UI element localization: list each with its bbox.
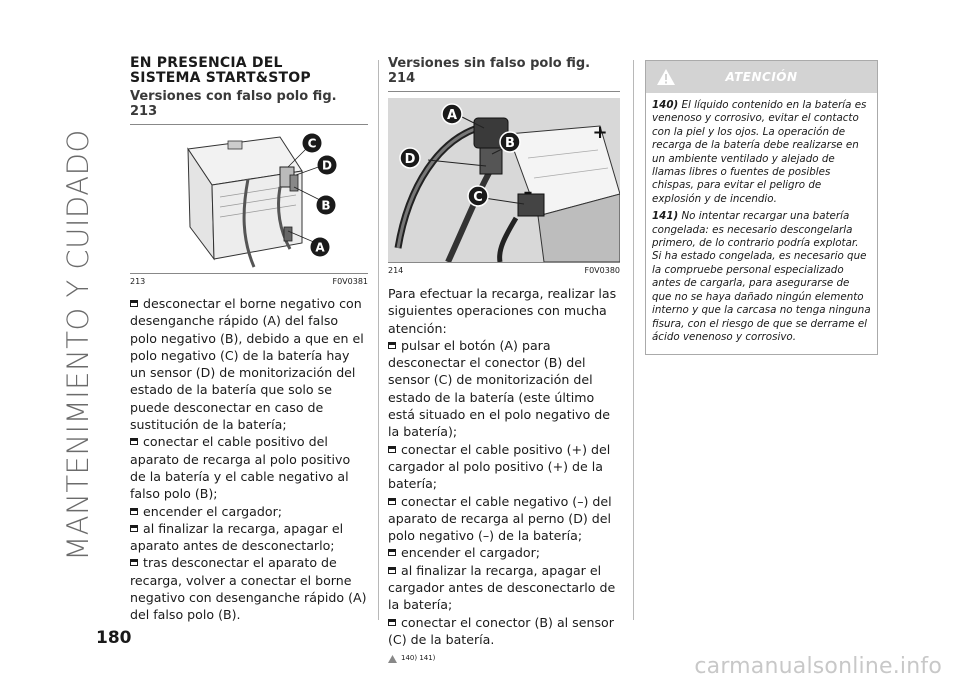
warning-header — [646, 61, 877, 93]
warning-triangle-icon — [656, 68, 676, 86]
figure-label-d — [400, 148, 420, 168]
bullet-icon — [130, 559, 138, 566]
column-2 — [388, 56, 620, 668]
bullet-icon — [388, 446, 396, 453]
bullet-icon — [388, 342, 396, 349]
svg-text:A: A — [315, 240, 325, 255]
svg-text:C: C — [473, 190, 483, 205]
page-number: 180 — [96, 628, 132, 648]
subheading-with-false-pole: Versiones con falso polo fig. 213 — [130, 89, 337, 119]
svg-text:C: C — [307, 136, 317, 151]
intro-text: Para efectuar la recarga, realizar las siguientes operaciones con mucha atención: — [388, 286, 617, 336]
warning-title: ATENCIÓN — [725, 70, 798, 84]
figure-number: 214 — [388, 266, 404, 275]
col1-body — [130, 295, 368, 624]
figure-number: 213 — [130, 277, 146, 286]
figure-213 — [130, 131, 368, 286]
warning-triangle-icon — [388, 655, 397, 663]
svg-text:D: D — [404, 152, 416, 167]
list-item: conectar el conector (B) al sensor (C) de la batería. — [388, 614, 614, 647]
figure-label-c — [303, 134, 322, 153]
figure-code: F0V0381 — [332, 277, 368, 286]
figure-code: F0V0380 — [584, 266, 620, 275]
warning-body — [646, 93, 877, 354]
figure-rule — [130, 273, 368, 274]
list-item: encender el cargador; — [130, 503, 368, 520]
heading-rule — [388, 91, 620, 92]
list-item: conectar el cable positivo del aparato de recarga al polo positivo de la batería y el cable negativo al falso polo (B); — [130, 434, 351, 502]
list-item: conectar el cable positivo (+) del cargador al polo positivo (+) de la batería; — [388, 441, 611, 492]
figure-label-c — [468, 186, 488, 206]
svg-text:B: B — [505, 136, 515, 151]
figure-rule — [388, 262, 620, 263]
figure-label-a — [442, 104, 462, 124]
figure-caption — [388, 266, 620, 275]
column-divider — [633, 60, 634, 620]
plus-symbol: + — [592, 122, 608, 143]
bullet-icon — [130, 525, 138, 532]
list-item: tras desconectar el aparato de recarga, volver a conectar el borne negativo con desenganche rápido (A) del falso polo (B). — [130, 555, 367, 623]
column-1 — [130, 56, 368, 624]
column-divider — [378, 60, 379, 620]
warning-note: 141) No intentar recargar una batería congelada: es necesario descongelarla primero, de lo contrario podría explotar. Si ha estado congelada, es necesario que la compruebe personal especializado antes de cargarla, para asegurarse de que no se haya dañado ningún elemento interno y que la carcasa no tenga ninguna fisura, con el riesgo de que se derrame el ácido venenoso y corrosivo. — [652, 210, 871, 343]
figure-label-a — [311, 238, 330, 257]
subheading-without-false-pole: Versiones sin falso polo fig. 214 — [388, 56, 591, 86]
watermark: carmanualsonline.info — [694, 654, 942, 679]
section-heading-line2: SISTEMA START&STOP — [130, 70, 311, 86]
svg-text:D: D — [322, 158, 332, 173]
warning-note: 140) El líquido contenido en la batería es venenoso y corrosivo, evitar el contacto con la piel y los ojos. La operación de recarga de la batería debe realizarse en un ambiente ventilado y alejado de llamas libres o fuentes de posibles chispas, para evitar el peligro de explosión y de incendio. — [652, 99, 867, 205]
bullet-icon — [388, 498, 396, 505]
figure-label-b — [500, 132, 520, 152]
minus-symbol: – — [523, 182, 533, 203]
figure-label-d — [318, 156, 337, 175]
list-item: pulsar el botón (A) para desconectar el conector (B) del sensor (C) de monitorización del estado de la batería (este último está situado en el polo negativo de la batería); — [388, 337, 611, 440]
svg-text:B: B — [321, 198, 331, 213]
bullet-icon — [388, 567, 396, 574]
bullet-icon — [388, 549, 396, 556]
list-item: encender el cargador; — [388, 544, 620, 561]
col2-body — [388, 285, 620, 668]
warning-box — [645, 60, 878, 355]
bullet-icon — [130, 438, 138, 445]
bullet-icon — [388, 619, 396, 626]
list-item: al finalizar la recarga, apagar el aparato antes de desconectarlo; — [130, 520, 344, 554]
figure-214 — [388, 98, 620, 275]
bullet-icon — [130, 300, 138, 307]
svg-text:A: A — [446, 108, 458, 123]
battery-illustration-214 — [388, 98, 620, 262]
battery-illustration-213 — [130, 131, 368, 273]
list-item: desconectar el borne negativo con desenganche rápido (A) del falso polo negativo (B), debido a que en el polo negativo (C) de la batería hay un sensor (D) de monitorización del estado de la batería que solo se puede desconectar en caso de sustitución de la batería; — [130, 296, 364, 433]
bullet-icon — [130, 508, 138, 515]
figure-caption — [130, 277, 368, 286]
list-item: al finalizar la recarga, apagar el cargador antes de desconectarlo de la batería; — [388, 562, 616, 613]
list-item: conectar el cable negativo (–) del aparato de recarga al perno (D) del polo negativo (–) de la batería; — [388, 493, 612, 544]
heading-rule — [130, 124, 368, 125]
chapter-title: MANTENIMIENTO Y CUIDADO — [61, 129, 95, 561]
column-3 — [645, 60, 878, 355]
figure-label-b — [317, 196, 336, 215]
section-heading-line1: EN PRESENCIA DEL — [130, 55, 283, 71]
warning-refs: 140) 141) — [388, 650, 620, 667]
